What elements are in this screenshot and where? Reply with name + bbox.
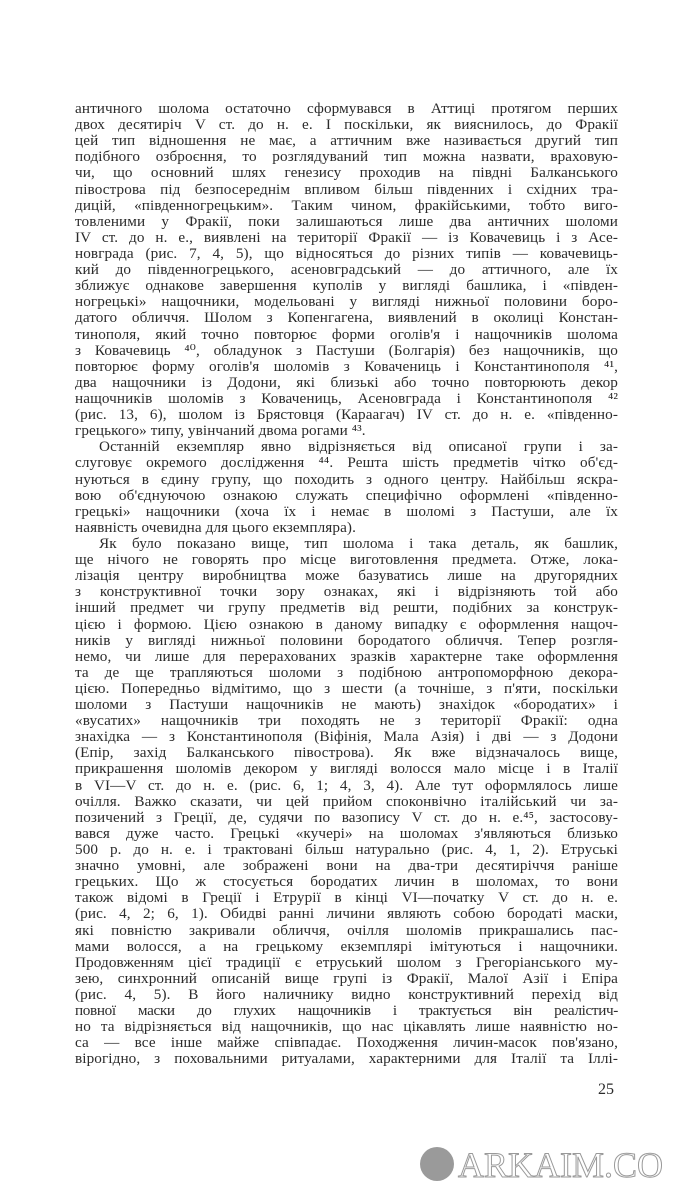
text-line: ще нічого не говорять про місце виготовлення предмета. Отже, лока-: [75, 552, 618, 569]
text-line: півострова під безпосереднім впливом більш південних і східних тра-: [75, 181, 618, 198]
text-line: дицій, «південногрецьким». Таким чином, фракійськими, тобто виго-: [75, 197, 618, 214]
page-number: 25: [598, 1081, 614, 1098]
text-line: двох десятиріч V ст. до н. е. І поскільки, як вияснилось, до Фракії: [75, 117, 618, 134]
text-line: прикрашення шоломів декором у вигляді волосся мало місце і в Італії: [75, 761, 618, 778]
text-line: з Ковачевиць ⁴⁰, обладунок з Пастуши (Болгарія) без нащочників, що: [75, 342, 618, 359]
text-line: античного шолома остаточно сформувався в Аттиці протягом перших: [75, 101, 618, 117]
text-line: новграда (рис. 7, 4, 5), що відносяться до різних типів — ковачевиць-: [75, 245, 618, 262]
text-line: цією. Попередньо відмітимо, що з шести (а точніше, з п'яти, поскільки: [75, 680, 618, 697]
text-line: два нащочники із Додони, які близькі або точно повторюють декор: [75, 374, 618, 391]
text-line: повторює форму оголів'я шоломів з Ковачениць і Константинополя ⁴¹,: [75, 358, 618, 375]
text-line: «вусатих» нащочників три походять не з території Фракії: одна: [75, 713, 618, 730]
text-line: но та відрізняється від нащочників, що нас цікавлять лише наявністю но-: [75, 1019, 618, 1036]
watermark-logo: [416, 1143, 666, 1187]
text-line: товленими у Фракії, поки залишаються лише два античних шоломи: [75, 213, 618, 230]
text-line: наявність очевидна для цього екземпляра).: [75, 519, 356, 536]
text-line: кий до південногрецького, асеновградський — до аттичного, але їх: [75, 262, 618, 279]
text-line: знахідка — з Константинополя (Віфінія, Мала Азія) і дві — з Додони: [75, 729, 618, 746]
text-line: зею, синхронний описаній вище групі із Фракії, Малої Азії і Епіра: [75, 970, 618, 987]
text-line: та де ще трапляються шоломи з подібною антропоморфною декора-: [75, 664, 618, 681]
text-line: ногрецькі» нащочники, модельовані у вигляді нижньої половини боро-: [75, 294, 618, 311]
text-line: тинополя, який точно повторює форми оголів'я і нащочників шолома: [75, 326, 618, 343]
text-line: грецьких. Що ж стосується бородатих личин в шоломах, то вони: [75, 874, 618, 891]
text-line: в VI—V ст. до н. е. (рис. 6, 1; 4, 3, 4). Але тут оформлялось лише: [75, 777, 618, 794]
text-line: IV ст. до н. е., виявлені на території Фракії — із Ковачевиць і з Асе-: [75, 229, 618, 246]
text-line: (рис. 4, 2; 6, 1). Обидві ранні личини являють собою бородаті маски,: [75, 906, 618, 923]
text-line: повної маски до глухих нащочників і трактується він реалістич-: [75, 1003, 618, 1020]
watermark-circle-icon: [420, 1147, 454, 1181]
text-line: зближує однакове завершення куполів у вигляді башлика, і «півден-: [75, 278, 618, 295]
text-line: лізація центру виробництва може базуватись лише на другорядних: [75, 568, 618, 585]
text-line: мами волосся, а на грецькому екземплярі імітуються і нащочники.: [75, 938, 618, 955]
text-line: значно умовні, але зображені вони на два-три десятиріччя раніше: [75, 858, 618, 875]
text-line: (рис. 4, 5). В його наличнику видно конструктивний перехід від: [75, 987, 618, 1004]
text-line: Як було показано вище, тип шолома і така деталь, як башлик,: [99, 535, 618, 552]
text-line: (рис. 13, 6), шолом із Брястовця (Караагач) IV ст. до н. е. «південно-: [75, 407, 618, 424]
text-line: також відомі в Греції і Етрурії в кінці VI—початку V ст. до н. е.: [75, 890, 618, 907]
text-line: очілля. Важко сказати, чи цей прийом споконвічно італійський чи за-: [75, 793, 618, 810]
text-line: (Епір, захід Балканського півострова). Як вже відзначалось вище,: [75, 745, 618, 762]
text-line: шоломи з Пастуши нащочників не мають) знахідок «бородатих» і: [75, 697, 618, 714]
text-line: цією і формою. Цією ознакою в даному випадку є оформлення нащоч-: [75, 616, 618, 633]
text-line: датого обличчя. Шолом з Копенгагена, виявлений в околиці Констан-: [75, 310, 618, 327]
text-line: вався дуже часто. Грецькі «кучері» на шоломах з'являються близько: [75, 825, 618, 842]
text-line: вірогідно, з поховальними ритуалами, характерними для Італії та Іллі-: [75, 1051, 618, 1068]
text-line: Продовженням цієї традиції є етруський шолом з Грегоріанського му-: [75, 954, 618, 971]
text-line: чи, що основний шлях генезису проходив на півдні Балканського: [75, 165, 618, 182]
text-line: са — все інше майже співпадає. Походження личин-масок пов'язано,: [75, 1035, 618, 1052]
text-line: ників у вигляді нижньої половини бородатого обличчя. Тепер розгля-: [75, 632, 618, 649]
text-line: 500 р. до н. е. і трактовані більш натурально (рис. 4, 1, 2). Етруські: [75, 842, 618, 859]
text-line: з конструктивної точки зору ознаках, які і відрізняють той або: [75, 584, 618, 601]
text-line: позичений з Греції, де, судячи по вазопису V ст. до н. е.⁴⁵, застосову-: [75, 809, 618, 826]
text-line: подібного озброєння, то розглядуваний тип можна назвати, враховую-: [75, 149, 618, 166]
text-line: інший предмет чи групу предметів від решти, подібних за конструк-: [75, 600, 618, 617]
text-line: слуговує окремого дослідження ⁴⁴. Решта шість предметів чітко об'єд-: [75, 455, 618, 472]
text-line: вою об'єднуючою ознакою служать специфічно оформлені «південно-: [75, 487, 618, 504]
text-line: які повністю закривали обличчя, очілля шоломів прикрашались пас-: [75, 922, 618, 939]
text-line: грецького» типу, увінчаний двома рогами ⁴³.: [75, 423, 366, 440]
text-line: Останній екземпляр явно відрізняється від описаної групи і за-: [99, 439, 618, 456]
text-line: немо, чи лише для перерахованих зразків характерне таке оформлення: [75, 648, 618, 665]
page-body-text: [75, 101, 618, 1068]
text-line: нуються в єдину групу, що походить з одного центру. Найбільш яскра-: [75, 471, 618, 488]
text-line: нащочників шоломів з Ковачениць, Асеновграда і Константинополя ⁴²: [75, 390, 618, 407]
text-line: цей тип відношення не має, а аттичним вже називається другий тип: [75, 133, 618, 150]
text-line: грецькі» нащочники (хоча їх і немає в шоломі з Пастуши, але їх: [75, 503, 618, 520]
watermark-text: ARKAIM.CO: [458, 1145, 664, 1185]
